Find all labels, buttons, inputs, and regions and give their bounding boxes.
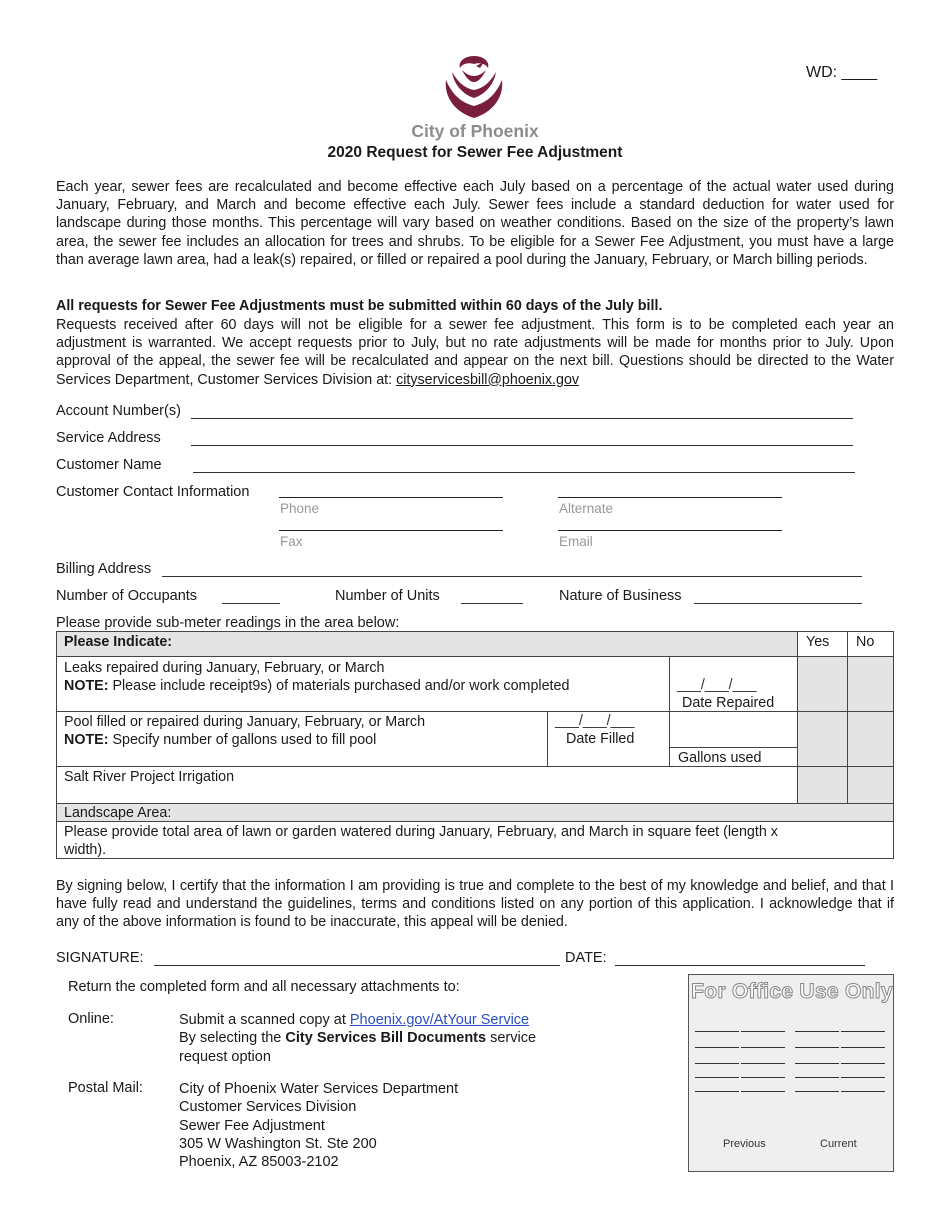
city-services-bill-documents: City Services Bill Documents	[285, 1030, 487, 1047]
office-line	[841, 1031, 885, 1032]
signature-label: SIGNATURE:	[56, 950, 144, 966]
landscape-header: Landscape Area:	[64, 805, 172, 821]
office-line	[741, 1063, 785, 1064]
occupants-label: Number of Occupants	[56, 588, 198, 604]
pool-note-text: Specify number of gallons used to fill pool	[108, 732, 377, 748]
billing-address-label: Billing Address	[56, 561, 152, 577]
intro-paragraph: Each year, sewer fees are recalculated and become effective each July based on a percentage of the actual water used during January, February, and March and become effective each July. Sewer fees include a standard deduction for water used for landscape during those months. This percentage will vary based on weather conditions. Based on the size of the property’s lawn area, the sewer fee includes an allocation for trees and shrubs. To be eligible for a Sewer Fee Adjustment, you must have a large than average lawn area, had a leak(s) repaired, or filled or repaired a pool during the January, February, or March billing periods.	[56, 179, 894, 268]
postal-address	[179, 1080, 458, 1171]
office-line	[695, 1047, 739, 1048]
account-number-input[interactable]	[191, 404, 853, 419]
date-repaired-label: Date Repaired	[682, 695, 775, 711]
office-line	[741, 1047, 785, 1048]
office-current-label: Current	[820, 1138, 857, 1150]
srp-no-checkbox[interactable]	[847, 766, 894, 804]
leaks-yes-checkbox[interactable]	[797, 656, 848, 712]
pool-yes-checkbox[interactable]	[797, 711, 848, 767]
email-link[interactable]: cityservicesbill@phoenix.gov	[396, 371, 580, 388]
date-filled-blank: ___/___/___	[555, 713, 635, 729]
postal-line: Phoenix, AZ 85003-2102	[179, 1154, 339, 1171]
certification-text: By signing below, I certify that the information I am providing is true and complete to the best of my knowledge and belief, and that I have fully read and understand the guidelines, terms and conditions listed on any portion of this application. I acknowledge that if any of the above information is found to be inaccurate, this appeal will be denied.	[56, 878, 894, 931]
office-use-title: For Office Use Only	[691, 980, 893, 1003]
occupants-input[interactable]	[222, 589, 280, 604]
office-use-box	[688, 974, 894, 1172]
srp-yes-checkbox[interactable]	[797, 766, 848, 804]
office-line	[741, 1091, 785, 1092]
office-line	[741, 1031, 785, 1032]
office-line	[695, 1077, 739, 1078]
leaks-note	[64, 677, 569, 695]
business-input[interactable]	[694, 589, 862, 604]
gallons-divider	[669, 747, 798, 748]
postal-line: 305 W Washington St. Ste 200	[179, 1135, 377, 1152]
pool-note	[64, 731, 376, 749]
office-line	[841, 1091, 885, 1092]
gallons-used-label: Gallons used	[678, 750, 762, 766]
form-title: 2020 Request for Sewer Fee Adjustment	[327, 144, 623, 161]
landscape-text: Please provide total area of lawn or garden watered during January, February, and March in square feet (length x width).	[64, 824, 778, 858]
account-number-label: Account Number(s)	[56, 403, 181, 419]
online-label: Online:	[68, 1011, 114, 1027]
phoenix-gov-link[interactable]: Phoenix.gov/AtYour Service	[349, 1012, 530, 1028]
email-label: Email	[559, 534, 593, 549]
wd-label: WD: ____	[806, 64, 878, 81]
postal-label: Postal Mail:	[68, 1080, 143, 1096]
online-service-text: service	[486, 1030, 537, 1047]
office-line	[795, 1091, 839, 1092]
office-line	[795, 1047, 839, 1048]
contact-info-label: Customer Contact Information	[56, 484, 250, 500]
office-line	[795, 1063, 839, 1064]
office-line	[841, 1047, 885, 1048]
leaks-text: Leaks repaired during January, February, or March	[64, 660, 385, 676]
submeter-table	[56, 631, 894, 859]
email-input[interactable]	[558, 530, 782, 531]
leaks-note-label: NOTE:	[64, 678, 109, 694]
landscape-header-row	[56, 803, 894, 822]
leaks-no-checkbox[interactable]	[847, 656, 894, 712]
customer-name-label: Customer Name	[56, 457, 162, 473]
online-instructions	[179, 1011, 536, 1066]
no-header-label: No	[856, 634, 875, 650]
phone-label: Phone	[280, 501, 320, 516]
date-filled-label: Date Filled	[566, 731, 635, 747]
postal-line: City of Phoenix Water Services Department	[179, 1081, 459, 1097]
please-indicate-header: Please Indicate:	[64, 634, 173, 650]
office-line	[741, 1077, 785, 1078]
pool-text: Pool filled or repaired during January, February, or March	[64, 714, 426, 730]
pool-note-label: NOTE:	[64, 732, 109, 748]
online-request-option: request option	[179, 1048, 271, 1065]
requests-text: Requests received after 60 days will not be eligible for a sewer fee adjustment. This form is to be completed each year an adjustment is warranted. We accept requests prior to July, but no rate adjustments will be made for months prior to July. Upon approval of the appeal, the sewer fee will be recalculated and appear on the next bill. Questions should be directed to the Water Services Department, Customer Services Division at:	[56, 317, 894, 388]
yes-header-label: Yes	[806, 634, 830, 650]
requests-paragraph	[56, 316, 894, 389]
pool-no-checkbox[interactable]	[847, 711, 894, 767]
office-line	[795, 1031, 839, 1032]
office-line	[841, 1077, 885, 1078]
date-repaired-blank: ___/___/___	[677, 677, 757, 693]
service-address-label: Service Address	[56, 430, 161, 446]
alternate-input[interactable]	[558, 497, 782, 498]
fax-input[interactable]	[279, 530, 503, 531]
office-line	[695, 1031, 739, 1032]
date-label: DATE:	[565, 950, 607, 966]
postal-line: Customer Services Division	[179, 1099, 357, 1116]
office-line	[695, 1063, 739, 1064]
units-input[interactable]	[461, 589, 523, 604]
service-address-input[interactable]	[191, 431, 853, 446]
office-previous-label: Previous	[723, 1138, 766, 1150]
fax-label: Fax	[280, 534, 303, 549]
alternate-label: Alternate	[559, 501, 614, 516]
postal-line: Sewer Fee Adjustment	[179, 1117, 325, 1134]
office-line	[795, 1077, 839, 1078]
business-label: Nature of Business	[559, 588, 682, 604]
office-line	[841, 1063, 885, 1064]
deadline-notice: All requests for Sewer Fee Adjustments must be submitted within 60 days of the July bill.	[56, 298, 663, 314]
customer-name-input[interactable]	[193, 458, 855, 473]
phoenix-logo-icon	[440, 54, 508, 120]
table-intro: Please provide sub-meter readings in the area below:	[56, 615, 400, 631]
return-intro: Return the completed form and all necessary attachments to:	[68, 979, 460, 995]
units-label: Number of Units	[335, 588, 440, 604]
office-line	[695, 1091, 739, 1092]
signature-input[interactable]	[154, 951, 560, 966]
leaks-note-text: Please include receipt9s) of materials purchased and/or work completed	[108, 678, 570, 694]
date-input[interactable]	[615, 951, 865, 966]
online-submit-text: Submit a scanned copy at	[179, 1012, 350, 1028]
srp-text: Salt River Project Irrigation	[64, 769, 235, 785]
billing-address-input[interactable]	[162, 562, 862, 577]
online-select-text: By selecting the	[179, 1030, 286, 1047]
city-name: City of Phoenix	[411, 121, 539, 141]
phone-input[interactable]	[279, 497, 503, 498]
